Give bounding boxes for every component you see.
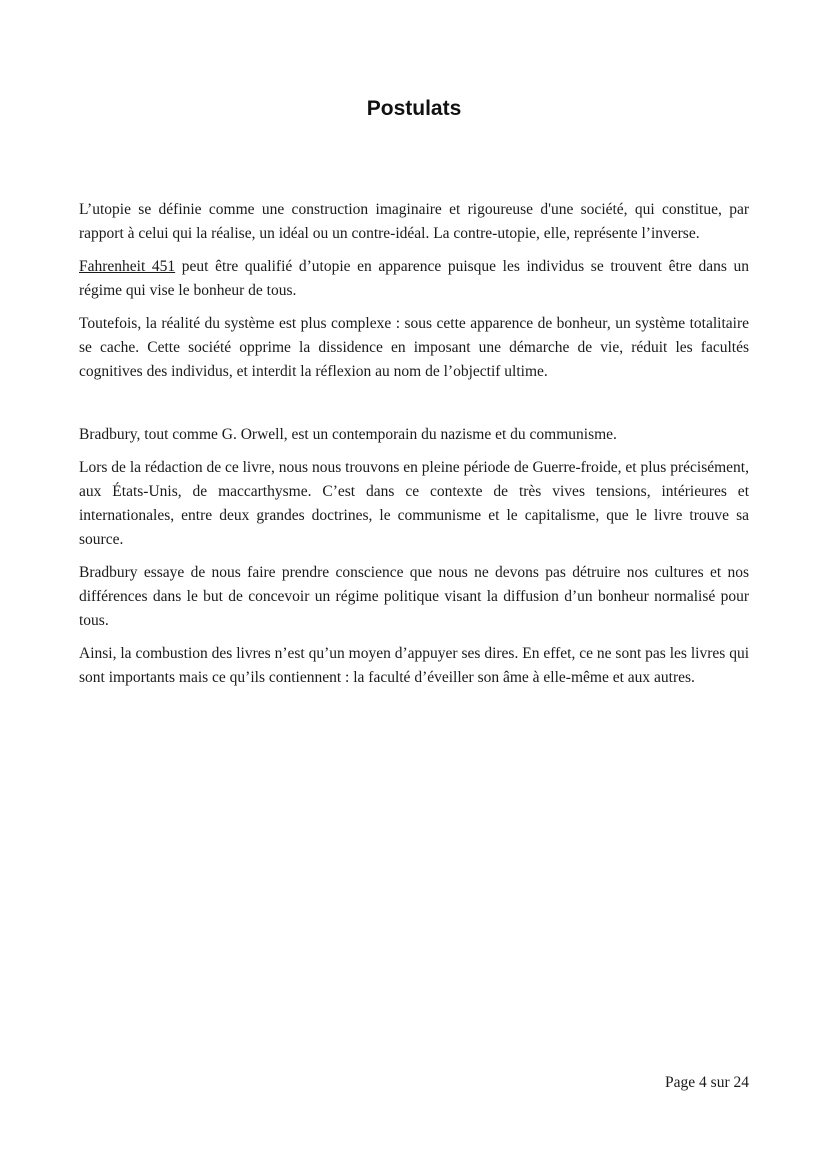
paragraph-bradbury-contemporary: Bradbury, tout comme G. Orwell, est un contemporain du nazisme et du communisme.	[79, 426, 617, 443]
section-gap	[79, 393, 749, 423]
paragraph-utopia-definition: L’utopie se définie comme une construction imaginaire et rigoureuse d'une société, qui constitue, par rapport à celui qui la réalise, un idéal ou un contre-idéal. La contre-utopie, elle, représente l’inverse.	[79, 201, 749, 242]
book-title-link: Fahrenheit 451	[79, 258, 176, 275]
paragraph-book-burning: Ainsi, la combustion des livres n’est qu’un moyen d’appuyer ses dires. En effet, ce ne sont pas les livres qui sont importants mais ce qu’ils contiennent : la faculté d’éveiller son âme à elle-même et aux autres.	[79, 645, 749, 686]
document-body	[79, 198, 749, 699]
page-title: Postulats	[366, 97, 462, 120]
page-number: Page 4 sur 24	[665, 1074, 749, 1091]
paragraph-fahrenheit-text: peut être qualifié d’utopie en apparence puisque les individus se trouvent être dans un régime qui vise le bonheur de tous.	[79, 258, 749, 299]
paragraph-bradbury-message: Bradbury essaye de nous faire prendre conscience que nous ne devons pas détruire nos cultures et nos différences dans le but de concevoir un régime politique visant la diffusion d’un bonheur normalisé pour tous.	[79, 564, 749, 629]
paragraph-cold-war-context: Lors de la rédaction de ce livre, nous nous trouvons en pleine période de Guerre-froide, et plus précisément, aux États-Unis, de maccarthysme. C’est dans ce contexte de très vives tensions, intérieures et internationales, entre deux grandes doctrines, le communisme et le capitalisme, que le livre trouve sa source.	[79, 459, 749, 548]
paragraph-totalitarian-system: Toutefois, la réalité du système est plus complexe : sous cette apparence de bonheur, un système totalitaire se cache. Cette société opprime la dissidence en imposant une démarche de vie, réduit les facultés cognitives des individus, et interdit la réflexion au nom de l’objectif ultime.	[79, 315, 749, 380]
paragraph-fahrenheit	[79, 255, 749, 303]
